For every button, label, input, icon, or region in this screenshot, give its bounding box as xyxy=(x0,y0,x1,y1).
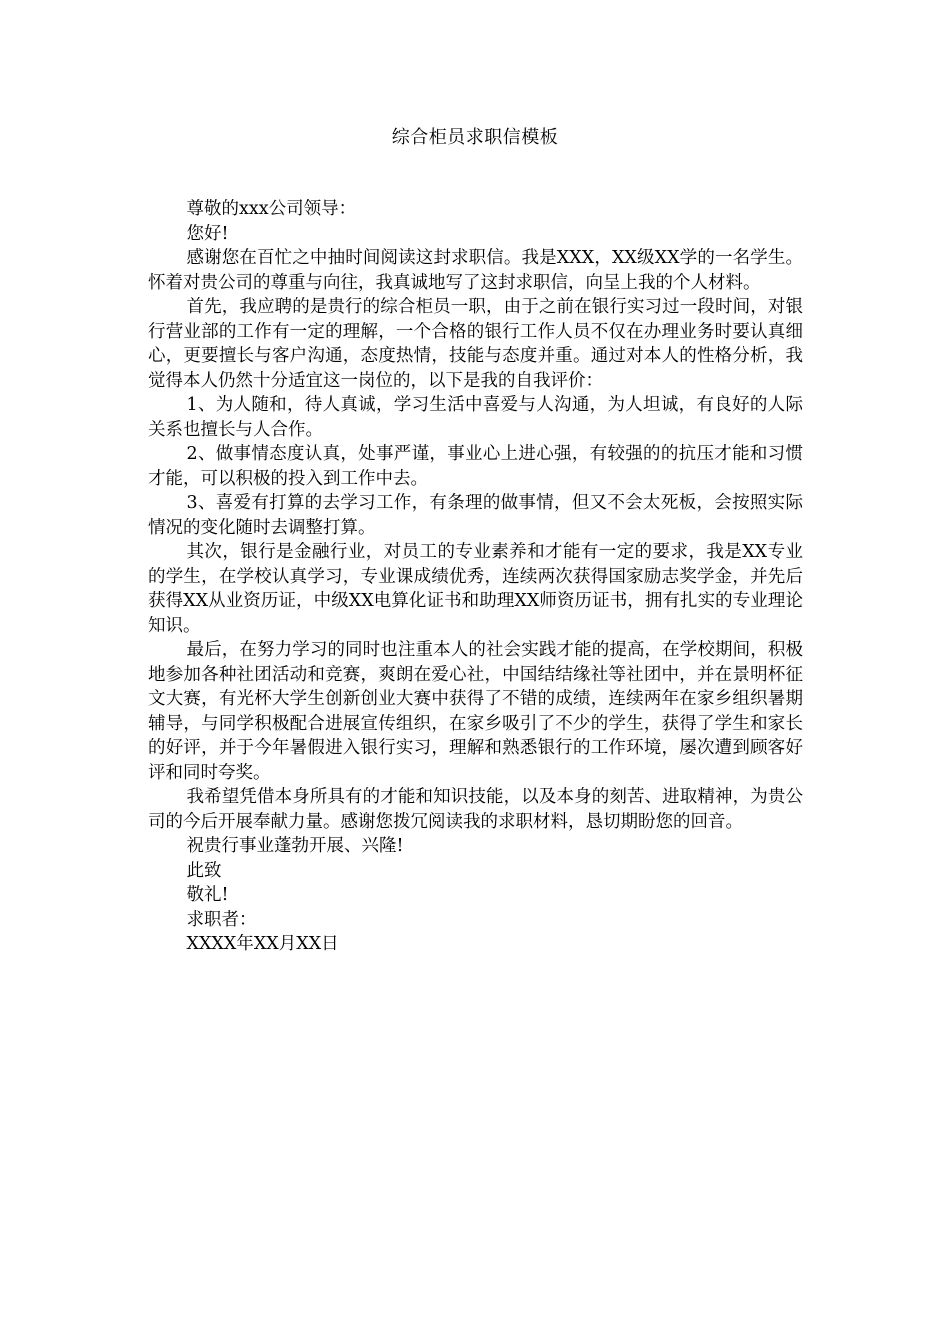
list-item-2: 2、做事情态度认真，处事严谨，事业心上进心强，有较强的的抗压才能和习惯才能，可以积极的投入到工作中去。 xyxy=(148,444,803,489)
paragraph-intro: 感谢您在百忙之中抽时间阅读这封求职信。我是XXX，XX级XX学的一名学生。怀着对贵公司的尊重与向往，我真诚地写了这封求职信，向呈上我的个人材料。 xyxy=(148,248,803,293)
paragraph-last: 最后，在努力学习的同时也注重本人的社会实践才能的提高，在学校期间，积极地参加各种社团活动和竞赛，爽朗在爱心社，中国结结缘社等社团中，并在景明杯征文大赛，有光杯大学生创新创业大赛中获得了不错的成绩，连续两年在家乡组织暑期辅导，与同学积极配合进展宣传组织，在家乡吸引了不少的学生，获得了学生和家长的好评，并于今年暑假进入银行实习，理解和熟悉银行的工作环境，屡次遭到顾客好评和同时夸奖。 xyxy=(148,640,803,783)
paragraph-second: 其次，银行是金融行业，对员工的专业素养和才能有一定的要求，我是XX专业的学生，在学校认真学习，专业课成绩优秀，连续两次获得国家励志奖学金，并先后获得XX从业资历证，中级XX电算化证书和助理XX师资历证书，拥有扎实的专业理论知识。 xyxy=(148,542,803,636)
sign-off-1: 此致 xyxy=(186,860,222,881)
date: XXXX年XX月XX日 xyxy=(186,934,339,954)
list-item-3: 3、喜爱有打算的去学习工作，有条理的做事情，但又不会太死板，会按照实际情况的变化随时去调整打算。 xyxy=(148,493,803,538)
wishes: 祝贵行事业蓬勃开展、兴隆! xyxy=(186,836,404,856)
list-item-1: 1、为人随和，待人真诚，学习生活中喜爱与人沟通，为人坦诚，有良好的人际关系也擅长与人合作。 xyxy=(148,395,803,440)
salutation: 尊敬的xxx公司领导： xyxy=(186,199,357,219)
paragraph-first: 首先，我应聘的是贵行的综合柜员一职，由于之前在银行实习过一段时间，对银行营业部的工作有一定的理解，一个合格的银行工作人员不仅在办理业务时要认真细心，更要擅长与客户沟通，态度热情，技能与态度并重。通过对本人的性格分析，我觉得本人仍然十分适宜这一岗位的，以下是我的自我评价： xyxy=(148,297,803,391)
greeting: 您好! xyxy=(186,223,229,244)
document-title: 综合柜员求职信模板 xyxy=(391,127,559,148)
applicant-label: 求职者： xyxy=(186,909,257,930)
paragraph-closing: 我希望凭借本身所具有的才能和知识技能，以及本身的刻苦、进取精神，为贵公司的今后开展奉献力量。感谢您拨冗阅读我的求职材料，恳切期盼您的回音。 xyxy=(148,787,803,832)
sign-off-2: 敬礼! xyxy=(186,885,229,905)
document-body xyxy=(148,197,803,957)
